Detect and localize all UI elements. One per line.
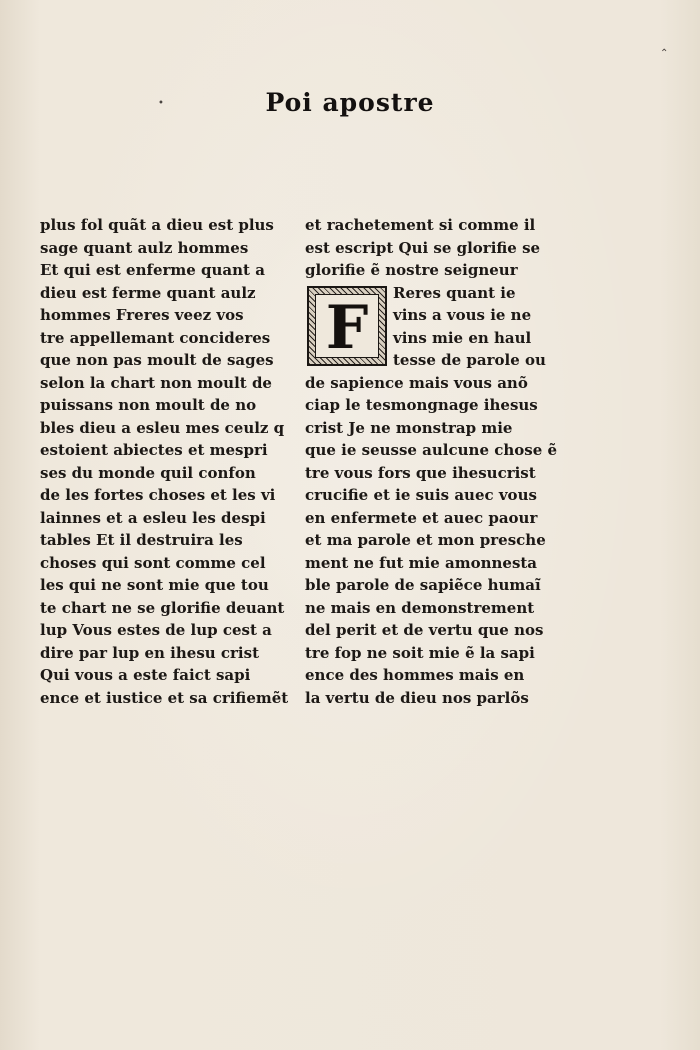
text-line: selon la chart non moult de — [40, 373, 272, 392]
text-line: estoient abiectes et mespri — [40, 441, 268, 459]
text-line: ment ne fut mie amonnesta — [305, 553, 538, 572]
printer-mark-top-left: • — [158, 98, 164, 109]
text-line: et ma parole et mon presche — [305, 531, 546, 549]
text-line: ne mais en demonstrement — [305, 598, 535, 617]
text-line: dieu est ferme quant aulz — [40, 283, 256, 302]
initial-letter: F — [325, 293, 369, 363]
text-line: crucifie et ie suis auec vous — [305, 486, 537, 504]
decorated-initial — [307, 286, 387, 366]
text-line: tre appellemant concideres — [40, 328, 271, 347]
text-line: que ie seusse aulcune chose ẽ — [305, 441, 558, 459]
text-line: et rachetement si comme il — [305, 216, 536, 234]
text-line: puissans non moult de no — [40, 396, 257, 414]
show-through-right — [300, 166, 530, 206]
text-line: de les fortes choses et les vi — [40, 486, 276, 504]
text-line: que non pas moult de sages — [40, 351, 274, 369]
text-line: tre fop ne soit mie ẽ la sapi — [305, 643, 535, 662]
printer-mark-top-right: ⌃ — [660, 48, 669, 59]
text-line: sage quant aulz hommes — [40, 238, 249, 257]
text-line: bles dieu a esleu mes ceulz q — [40, 418, 285, 437]
text-line: glorifie ẽ nostre seigneur — [305, 261, 518, 279]
text-line: ence des hommes mais en — [305, 666, 525, 684]
text-line: ciap le tesmongnage ihesus — [305, 396, 538, 414]
text-line: tables Et il destruira les — [40, 531, 243, 549]
text-line: plus fol quãt a dieu est plus — [40, 216, 274, 234]
text-line: ble parole de sapiẽce humaĩ — [305, 576, 541, 594]
initial-frame — [315, 293, 379, 363]
text-line: la vertu de dieu nos parlõs — [305, 688, 529, 707]
text-line: tesse de parole ou — [393, 351, 546, 369]
text-line: Reres quant ie — [393, 283, 516, 302]
text-line: est escript Qui se glorifie se — [305, 238, 541, 257]
text-line: dire par lup en ihesu crist — [40, 643, 260, 662]
text-line: lainnes et a esleu les despi — [40, 508, 266, 527]
text-line: vins a vous ie ne — [393, 306, 532, 324]
text-line: les qui ne sont mie que tou — [40, 576, 269, 594]
text-line: del perit et de vertu que nos — [305, 621, 544, 639]
text-line: vins mie en haul — [393, 328, 532, 347]
text-line: ence et iustice et sa crifiemẽt — [40, 688, 289, 707]
text-line: Qui vous a este faict sapi — [40, 666, 251, 684]
show-through-left — [40, 166, 260, 206]
text-line: hommes Freres veez vos — [40, 306, 244, 324]
text-line: crist Je ne monstrap mie — [305, 418, 513, 437]
text-line: tre vous fors que ihesucrist — [305, 463, 536, 482]
text-line: ses du monde quil confon — [40, 463, 256, 482]
running-head: Poi apostre — [265, 88, 435, 117]
text-line: en enfermete et auec paour — [305, 508, 538, 527]
left-text-column — [40, 214, 289, 709]
text-line: choses qui sont comme cel — [40, 553, 266, 572]
text-line: de sapience mais vous anõ — [305, 373, 528, 392]
text-line: te chart ne se glorifie deuant — [40, 598, 285, 617]
text-line: Et qui est enferme quant a — [40, 261, 265, 279]
text-line: lup Vous estes de lup cest a — [40, 621, 272, 639]
